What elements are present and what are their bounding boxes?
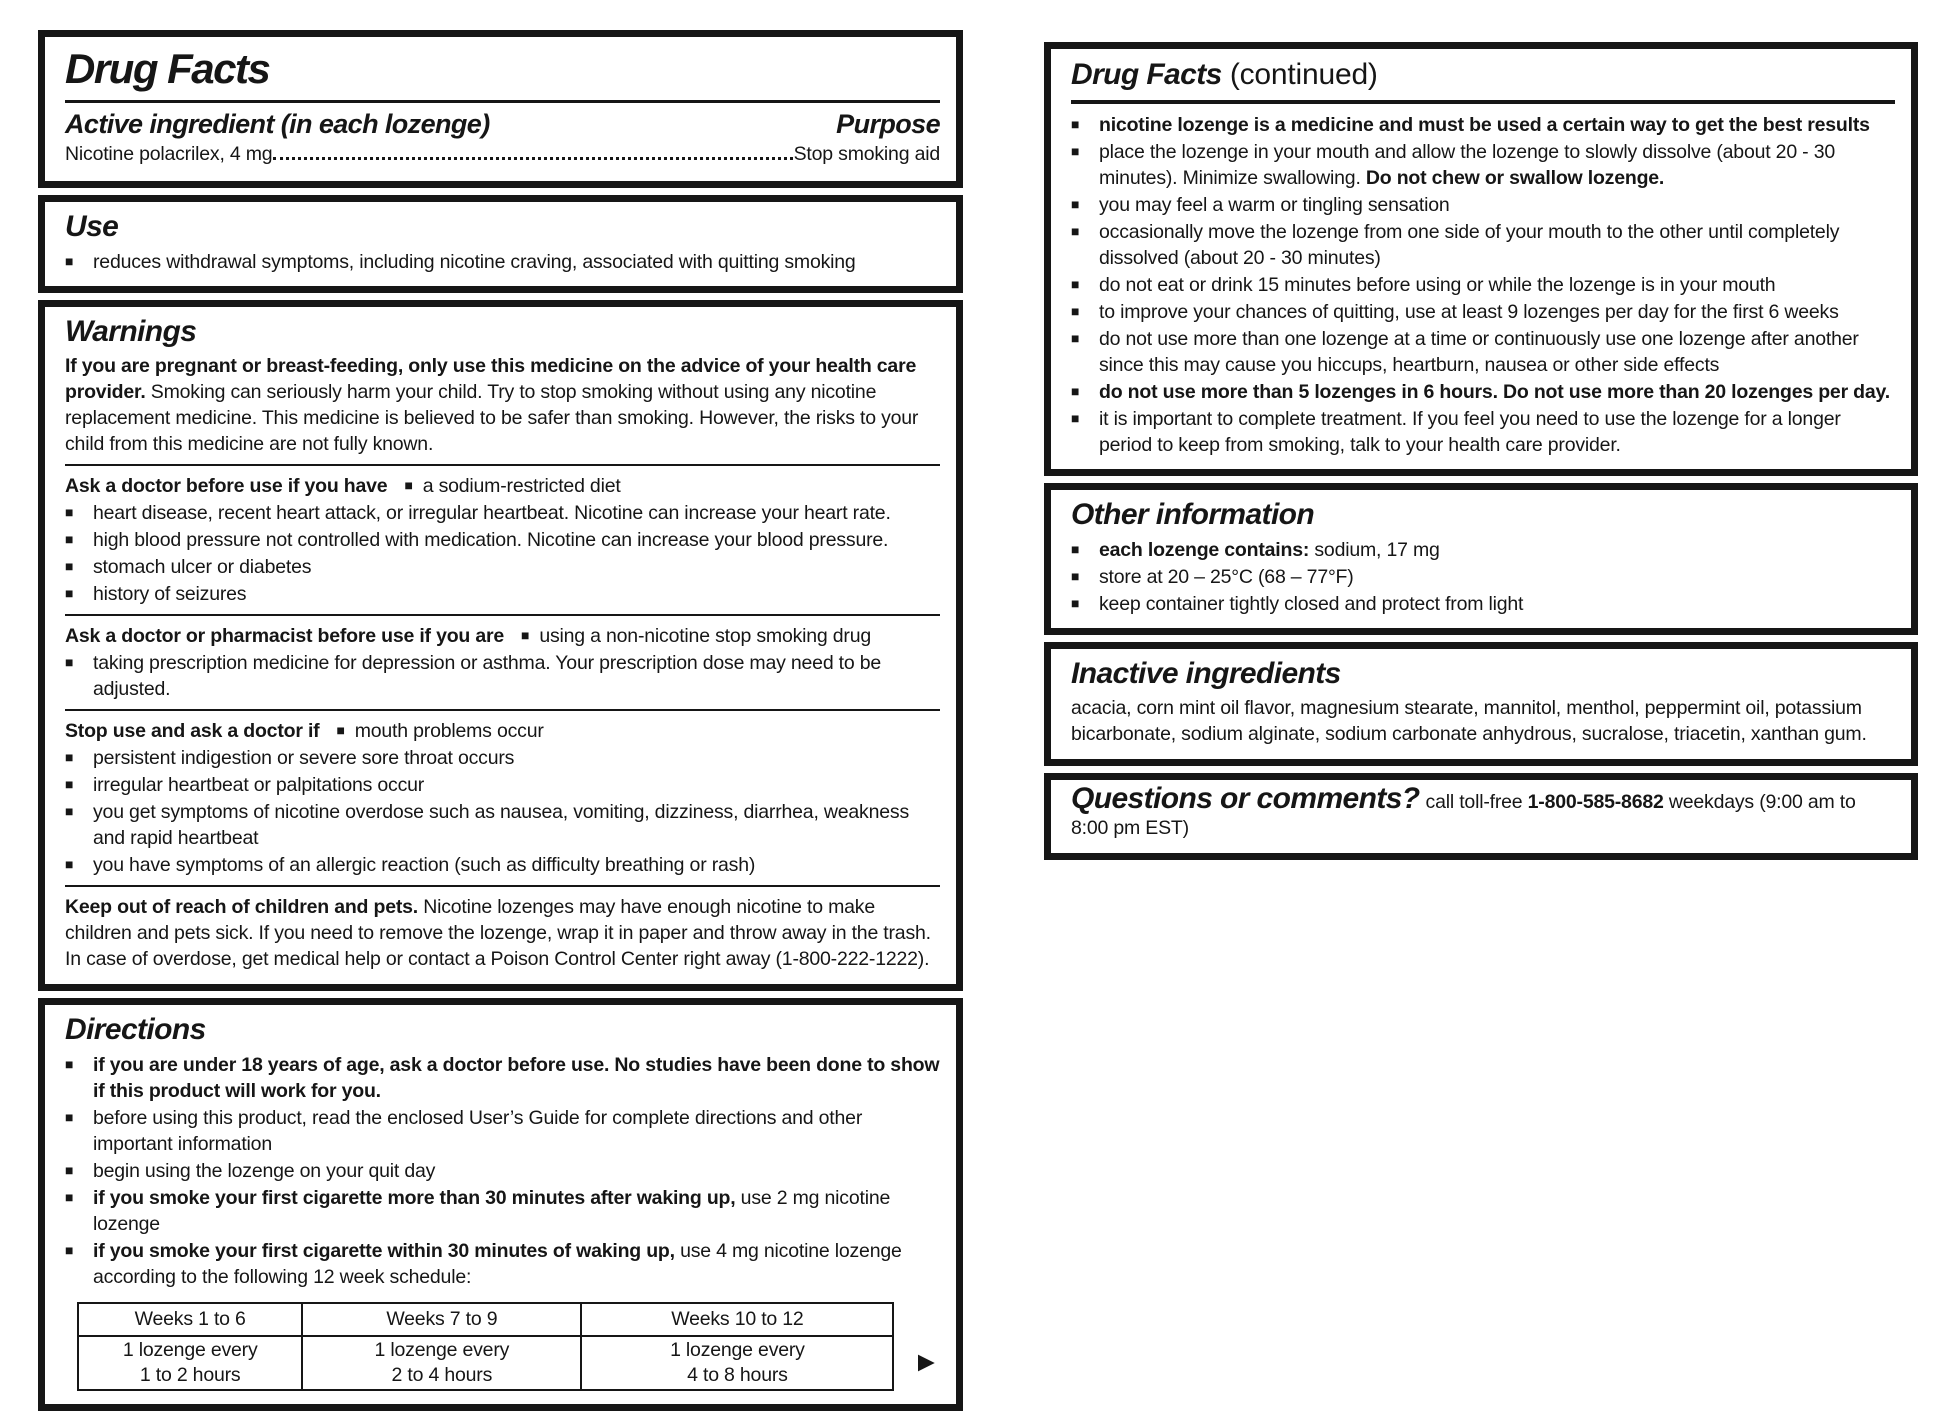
bullet-square-icon: ■ (65, 856, 74, 872)
use-box (38, 195, 963, 293)
dosing-schedule-table (77, 1302, 894, 1391)
questions-heading: Questions or comments? (1071, 782, 1420, 815)
ask-doctor-section (65, 464, 940, 607)
purpose-heading: Purpose (836, 109, 940, 139)
bullet-square-icon: ■ (65, 1162, 74, 1178)
list-item: ■ occasionally move the lozenge from one side of your mouth to the other until completely dissolved (about 20 - 30 minutes) (1071, 218, 1895, 271)
active-ingredient-header-row (65, 103, 940, 141)
ask-pharmacist-subhead: Ask a doctor or pharmacist before use if you are ■ using a non-nicotine stop smoking drug (65, 622, 940, 649)
warnings-box (38, 300, 963, 991)
continued-usage-box (1044, 42, 1918, 476)
drug-facts-left-panel (38, 30, 963, 1411)
bullet-square-icon: ■ (521, 627, 530, 643)
bullet-square-icon: ■ (65, 1189, 74, 1205)
active-ingredient-heading: Active ingredient (in each lozenge) (65, 109, 490, 139)
list-item: ■ each lozenge contains: sodium, 17 mg (1071, 536, 1895, 563)
list-item: ■ history of seizures (65, 580, 940, 607)
list-item: ■ before using this product, read the enclosed User’s Guide for complete directions and other important information (65, 1104, 940, 1157)
bullet-square-icon: ■ (1071, 595, 1080, 611)
bullet-square-icon: ■ (65, 776, 74, 792)
continued-arrow-icon: ► (912, 1345, 940, 1377)
ask-pharmacist-section (65, 614, 940, 702)
drug-facts-title: Drug Facts (65, 42, 940, 103)
list-item: ■ do not use more than one lozenge at a time or continuously use one lozenge after another since this may cause you hiccups, heartburn, nausea or other side effects (1071, 325, 1895, 378)
bullet-square-icon: ■ (1071, 541, 1080, 557)
schedule-row (77, 1302, 940, 1391)
bullet-square-icon: ■ (65, 585, 74, 601)
other-information-box (1044, 483, 1918, 635)
bullet-square-icon: ■ (1071, 383, 1080, 399)
questions-line: Questions or comments? call toll-free 1-800-585-8682 weekdays (9:00 am to 8:00 pm EST) (1071, 782, 1856, 839)
list-item: ■ if you are under 18 years of age, ask a doctor before use. No studies have been done to show if this product will work for you. (65, 1051, 940, 1104)
phone-number: 1-800-585-8682 (1527, 791, 1664, 813)
list-item: ■ high blood pressure not controlled with medication. Nicotine can increase your blood pressure. (65, 526, 940, 553)
purpose-value: Stop smoking aid (793, 143, 940, 165)
table-cell: 1 lozenge every 1 to 2 hours (78, 1336, 302, 1390)
directions-box (38, 998, 963, 1411)
bullet-square-icon: ■ (1071, 330, 1080, 346)
table-row (78, 1336, 893, 1390)
bullet-square-icon: ■ (65, 504, 74, 520)
list-item: ■ taking prescription medicine for depression or asthma. Your prescription dose may need to be adjusted. (65, 649, 940, 702)
list-item: ■ begin using the lozenge on your quit day (65, 1157, 940, 1184)
dot-leader (273, 141, 792, 160)
active-ingredient-value-row (65, 141, 940, 170)
table-cell: 1 lozenge every 4 to 8 hours (581, 1336, 893, 1390)
list-item: ■ it is important to complete treatment. If you feel you need to use the lozenge for a longer period to keep from smoking, talk to your health care provider. (1071, 405, 1895, 458)
bullet-square-icon: ■ (65, 1109, 74, 1125)
bullet-square-icon: ■ (1071, 223, 1080, 239)
list-item: ■ heart disease, recent heart attack, or irregular heartbeat. Nicotine can increase your heart rate. (65, 499, 940, 526)
list-item: ■ stomach ulcer or diabetes (65, 553, 940, 580)
warnings-heading: Warnings (65, 315, 197, 348)
table-header-cell: Weeks 1 to 6 (78, 1303, 302, 1336)
list-item: ■ keep container tightly closed and protect from light (1071, 590, 1895, 617)
bullet-square-icon: ■ (65, 1242, 74, 1258)
list-item: ■ irregular heartbeat or palpitations occur (65, 771, 940, 798)
bullet-square-icon: ■ (1071, 116, 1080, 132)
list-item: ■ reduces withdrawal symptoms, including nicotine craving, associated with quitting smoking (65, 248, 940, 275)
bullet-square-icon: ■ (65, 1056, 74, 1072)
list-item: ■ to improve your chances of quitting, use at least 9 lozenges per day for the first 6 weeks (1071, 298, 1895, 325)
table-cell: 1 lozenge every 2 to 4 hours (302, 1336, 581, 1390)
list-item: ■ if you smoke your first cigarette more than 30 minutes after waking up, use 2 mg nicotine lozenge (65, 1184, 940, 1237)
bullet-square-icon: ■ (65, 253, 74, 269)
list-item: ■ do not use more than 5 lozenges in 6 hours. Do not use more than 20 lozenges per day. (1071, 378, 1895, 405)
list-item: ■ if you smoke your first cigarette within 30 minutes of waking up, use 4 mg nicotine lozenge according to the following 12 week schedule: (65, 1237, 940, 1290)
bullet-square-icon: ■ (65, 531, 74, 547)
pregnancy-warning: If you are pregnant or breast-feeding, only use this medicine on the advice of your health care provider. Smoking can seriously harm your child. Try to stop smoking without using any nicotine replacement medicine. This medicine is believed to be safer than smoking. However, the risks to your child from this medicine are not fully known. (65, 355, 919, 455)
list-item: ■ you get symptoms of nicotine overdose such as nausea, vomiting, dizziness, diarrhea, weakness and rapid heartbeat (65, 798, 940, 851)
bullet-square-icon: ■ (1071, 303, 1080, 319)
bullet-square-icon: ■ (1071, 276, 1080, 292)
bullet-square-icon: ■ (65, 654, 74, 670)
inactive-ingredients-heading: Inactive ingredients (1071, 657, 1341, 690)
bullet-square-icon: ■ (1071, 568, 1080, 584)
bullet-square-icon: ■ (1071, 143, 1080, 159)
ask-doctor-subhead: Ask a doctor before use if you have ■ a sodium-restricted diet (65, 472, 940, 499)
list-item: ■ store at 20 – 25°C (68 – 77°F) (1071, 563, 1895, 590)
table-header-cell: Weeks 10 to 12 (581, 1303, 893, 1336)
keep-out-section (65, 885, 940, 972)
ingredient-name: Nicotine polacrilex, 4 mg (65, 143, 273, 165)
questions-box (1044, 773, 1918, 860)
drug-facts-right-panel (1044, 42, 1918, 860)
table-header-row (78, 1303, 893, 1336)
stop-use-section (65, 709, 940, 878)
bullet-square-icon: ■ (404, 477, 413, 493)
list-item: ■ you may feel a warm or tingling sensation (1071, 191, 1895, 218)
use-heading: Use (65, 210, 119, 243)
bullet-square-icon: ■ (336, 722, 345, 738)
list-item: ■ do not eat or drink 15 minutes before using or while the lozenge is in your mouth (1071, 271, 1895, 298)
inactive-ingredients-text: acacia, corn mint oil flavor, magnesium stearate, mannitol, menthol, peppermint oil, potassium bicarbonate, sodium alginate, sodium carbonate anhydrous, sucralose, triacetin, xanthan gum. (1071, 697, 1867, 745)
table-header-cell: Weeks 7 to 9 (302, 1303, 581, 1336)
list-item: ■ nicotine lozenge is a medicine and must be used a certain way to get the best results (1071, 111, 1895, 138)
stop-use-subhead: Stop use and ask a doctor if ■ mouth problems occur (65, 717, 940, 744)
bullet-square-icon: ■ (65, 749, 74, 765)
list-item: ■ place the lozenge in your mouth and allow the lozenge to slowly dissolve (about 20 - 30 minutes). Minimize swallowing. Do not chew or swallow lozenge. (1071, 138, 1895, 191)
bullet-square-icon: ■ (65, 558, 74, 574)
title-active-ingredient-box (38, 30, 963, 188)
list-item: ■ you have symptoms of an allergic reaction (such as difficulty breathing or rash) (65, 851, 940, 878)
keep-out-warning: Keep out of reach of children and pets. Nicotine lozenges may have enough nicotine to make children and pets sick. If you need to remove the lozenge, wrap it in paper and throw away in the trash. In case of overdose, get medical help or contact a Poison Control Center right away (1-800-222-1222). (65, 896, 931, 970)
bullet-square-icon: ■ (1071, 196, 1080, 212)
bullet-square-icon: ■ (1071, 410, 1080, 426)
drug-facts-continued-title: Drug Facts (continued) (1071, 54, 1895, 104)
inactive-ingredients-box (1044, 642, 1918, 766)
directions-heading: Directions (65, 1013, 206, 1046)
bullet-square-icon: ■ (65, 803, 74, 819)
other-information-heading: Other information (1071, 498, 1315, 531)
list-item: ■ persistent indigestion or severe sore throat occurs (65, 744, 940, 771)
